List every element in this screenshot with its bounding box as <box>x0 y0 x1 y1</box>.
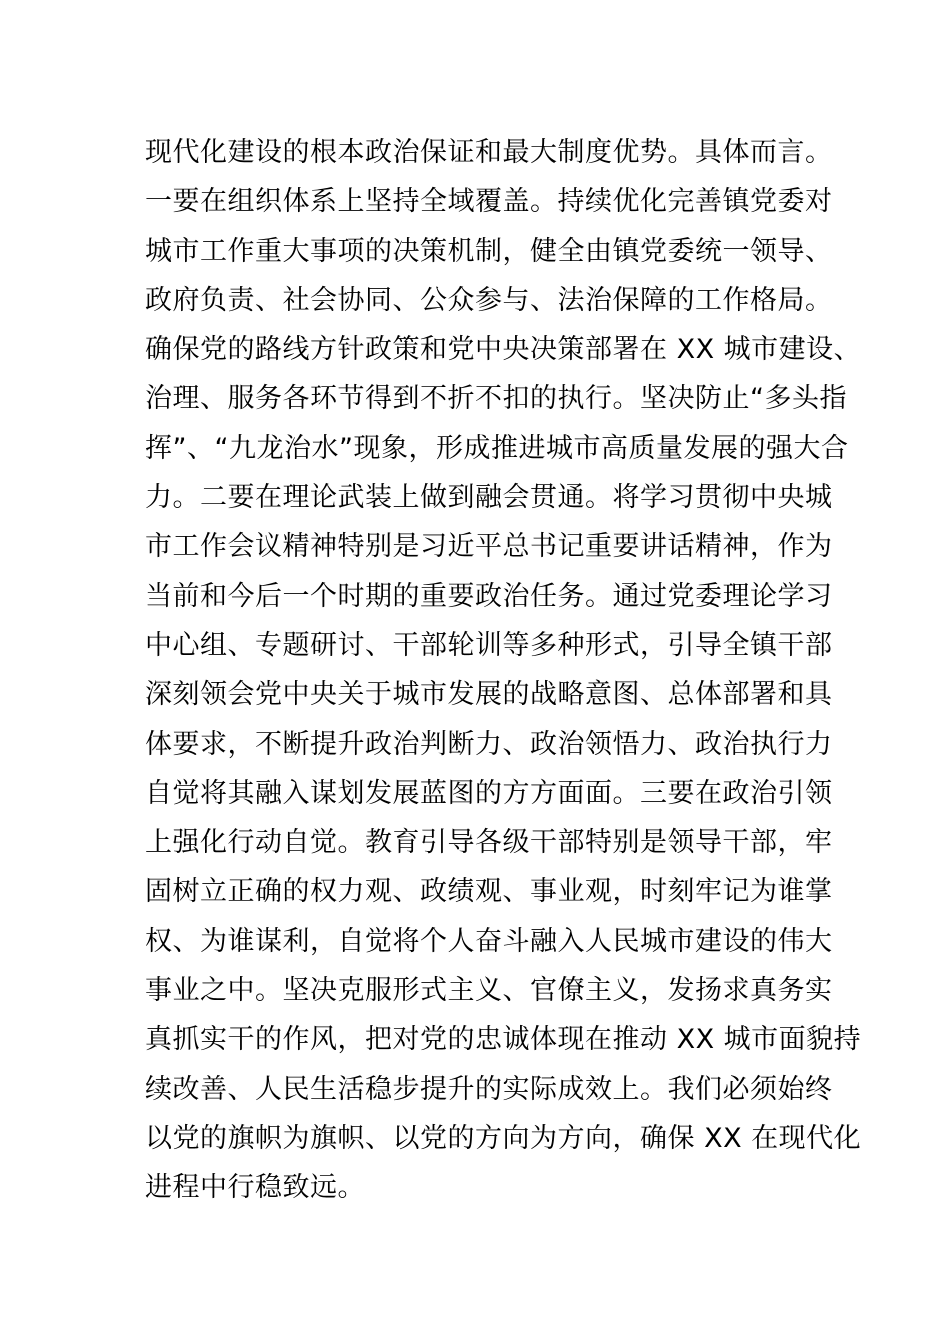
text-line: 力。二要在理论武装上做到融会贯通。将学习贯彻中央城 <box>145 482 833 514</box>
text-line: 中心组、专题研讨、干部轮训等多种形式，引导全镇干部 <box>145 629 833 661</box>
text-line: 进程中行稳致远。 <box>145 1172 365 1204</box>
text-line: 自觉将其融入谋划发展蓝图的方方面面。三要在政治引领 <box>145 777 833 809</box>
text-line: 确保党的路线方针政策和党中央决策部署在 XX 城市建设、 <box>145 334 862 366</box>
text-line: 现代化建设的根本政治保证和最大制度优势。具体而言。 <box>145 137 833 168</box>
text-line: 深刻领会党中央关于城市发展的战略意图、总体部署和具 <box>145 679 833 711</box>
text-line: 一要在组织体系上坚持全域覆盖。持续优化完善镇党委对 <box>145 186 833 218</box>
text-line: 固树立正确的权力观、政绩观、事业观，时刻牢记为谁掌 <box>145 876 833 908</box>
text-line: 权、为谁谋利，自觉将个人奋斗融入人民城市建设的伟大 <box>145 925 833 957</box>
text-line: 续改善、人民生活稳步提升的实际成效上。我们必须始终 <box>145 1073 833 1105</box>
body-paragraph <box>145 128 862 1213</box>
text-line: 事业之中。坚决克服形式主义、官僚主义，发扬求真务实 <box>145 975 833 1007</box>
text-line: 当前和今后一个时期的重要政治任务。通过党委理论学习 <box>145 580 833 612</box>
text-line: 上强化行动自觉。教育引导各级干部特别是领导干部，牢 <box>145 827 833 859</box>
text-line: 治理、服务各环节得到不折不扣的执行。坚决防止“多头指 <box>145 383 847 415</box>
text-line: 市工作会议精神特别是习近平总书记重要讲话精神，作为 <box>145 531 833 563</box>
text-line: 挥”、“九龙治水”现象，形成推进城市高质量发展的强大合 <box>145 432 849 464</box>
text-line: 城市工作重大事项的决策机制，健全由镇党委统一领导、 <box>145 235 833 267</box>
text-line: 以党的旗帜为旗帜、以党的方向为方向，确保 XX 在现代化 <box>145 1122 862 1154</box>
text-line: 政府负责、社会协同、公众参与、法治保障的工作格局。 <box>145 284 833 316</box>
text-line: 体要求，不断提升政治判断力、政治领悟力、政治执行力 <box>145 728 833 760</box>
text-line: 真抓实干的作风，把对党的忠诚体现在推动 XX 城市面貌持 <box>145 1024 862 1056</box>
